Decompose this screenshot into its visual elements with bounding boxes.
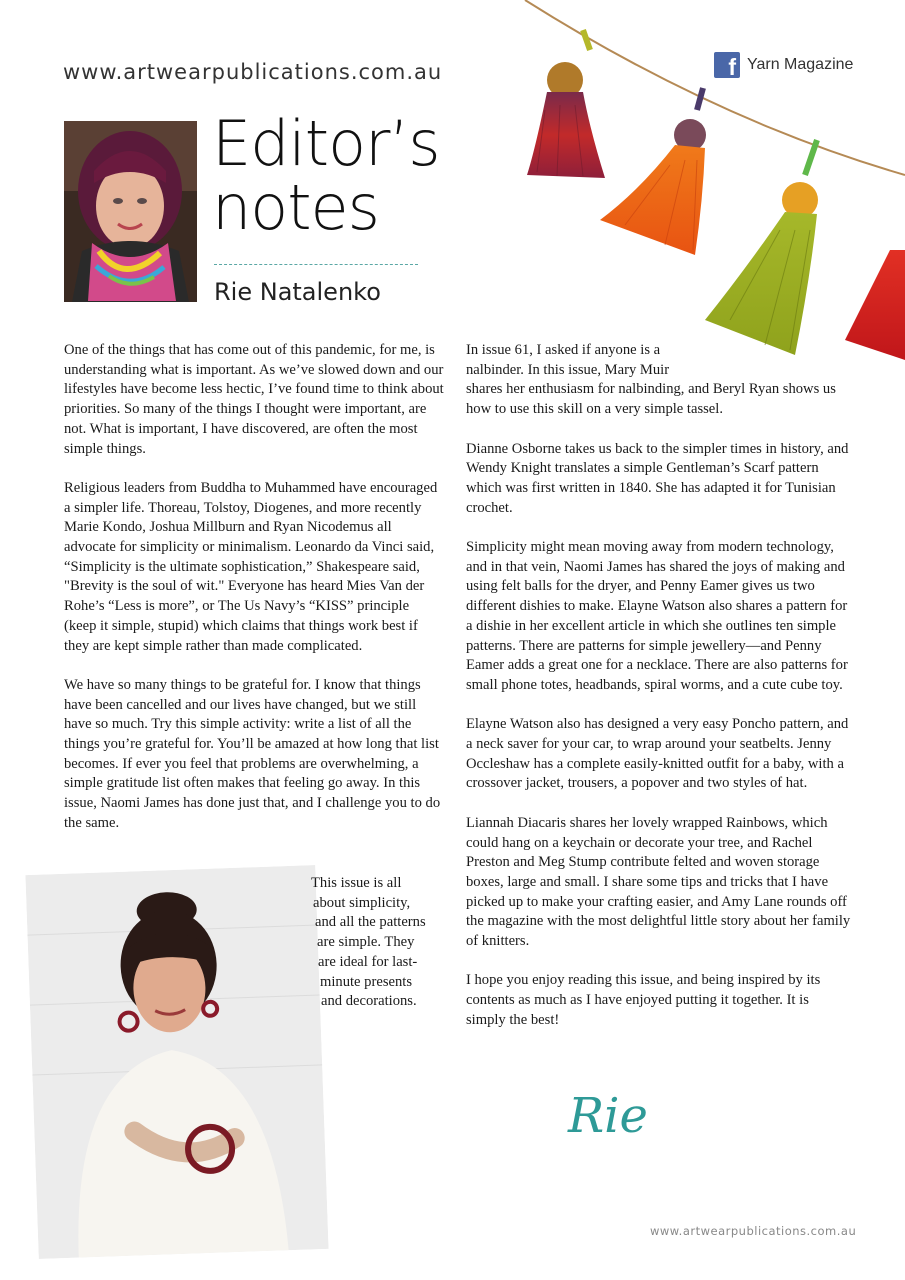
paragraph: Religious leaders from Buddha to Muhammed have encouraged a simpler life. Thoreau, Tolstoy, Diogenes, and more recently Marie Kondo, Joshua Millburn and Ryan Nicodemus all advocate for simplicity or minimalism. Leonardo da Vinci said, “Simplicity is the ultimate sophistication,” Shakespeare said, "Brevity is the soul of wit." Everyone has heard Mies Van der Rohe’s “Less is more”, or The Us Navy’s “KISS” principle (keep it simple, stupid) which claims that things work best if they are kept simple rather than made complicated. — [64, 479, 438, 654]
tassel-3 — [705, 212, 817, 355]
right-column — [466, 341, 851, 1050]
paragraph: We have so many things to be grateful for. I know that things have been cancelled and our lives have changed, but we still have so much. Try this simple activity: write a list of all the things you’re grateful for. You’ll be amazed at how long that list becomes. If ever you feel that problems are overwhelming, a simple gratitude list often makes that feeling go away. In this issue, Naomi James has done just that, and I challenge you to do the same. — [64, 676, 441, 831]
paragraph: I hope you enjoy reading this issue, and being inspired by its contents as much as I have enjoyed putting it together. It is simply the best! — [466, 972, 821, 1028]
paragraph: Elayne Watson also has designed a very easy Poncho pattern, and a neck saver for your car, to wrap around your seatbelts. Jenny Occleshaw has a complete easily-knitted outfit for a baby, with a crossover jacket, trousers, a popover and two styles of hat. — [466, 716, 849, 792]
paragraph: In issue 61, I asked if anyone is a nalbinder. In this issue, Mary Muir shares her enthusiasm for nalbinding, and Beryl Ryan shows us how to use this skill on a very simple tassel. — [466, 342, 836, 418]
editor-photo — [25, 865, 328, 1259]
site-url-footer[interactable]: www.artwearpublications.com.au — [650, 1224, 857, 1238]
facebook-icon: f — [714, 52, 740, 78]
tassel-2 — [600, 145, 705, 255]
tassel-1 — [583, 30, 590, 50]
signature: Rie — [568, 1088, 648, 1144]
tassel-4 — [845, 250, 905, 360]
page-title: Editor’s notes — [212, 107, 440, 244]
paragraph: Dianne Osborne takes us back to the simpler times in history, and Wendy Knight translates a simple Gentleman’s Scarf pattern which was first written in 1840. She has adapted it for Tunisian crochet. — [466, 440, 849, 516]
title-divider — [214, 264, 418, 265]
editor-portrait — [64, 121, 197, 302]
paragraph: Liannah Diacaris shares her lovely wrapped Rainbows, which could hang on a keychain or decorate your tree, and Rachel Preston and Meg Stump contribute felted and woven storage boxes, large and small. I share some tips and tricks that I have picked up to make your crafting easier, and Amy Lane rounds off the magazine with the most delightful little story about her family of knitters. — [466, 814, 851, 950]
author-name: Rie Natalenko — [214, 278, 381, 306]
left-column — [64, 341, 444, 853]
photo-side-text: This issue is all about simplicity, and all the patterns are simple. They are ideal for last- minute presents and decorations. — [311, 875, 426, 1010]
paragraph: One of the things that has come out of this pandemic, for me, is understanding what is important. As we’ve slowed down and our lifestyles have become less hectic, I’ve found time to think about priorities. So many of the things I thought were important, are not. What is important, I have discovered, are often the most simple things. — [64, 342, 444, 457]
facebook-label: Yarn Magazine — [747, 56, 854, 73]
site-url-header[interactable]: www.artwearpublications.com.au — [63, 60, 443, 84]
paragraph: Simplicity might mean moving away from modern technology, and in that vein, Naomi James has shared the joys of making and using felt balls for the dryer, and Penny Eamer gives us two different dishies to make. Elayne Watson also shares a pattern for a dishie in her excellent article in which she outlines ten simple patterns. There are patterns for simple jewellery—and Penny Eamer adds a great one for a necklace. There are also patterns for small phone totes, headbands, spiral worms, and a cute cube toy. — [466, 539, 848, 693]
tassel-garland-image — [465, 0, 905, 370]
